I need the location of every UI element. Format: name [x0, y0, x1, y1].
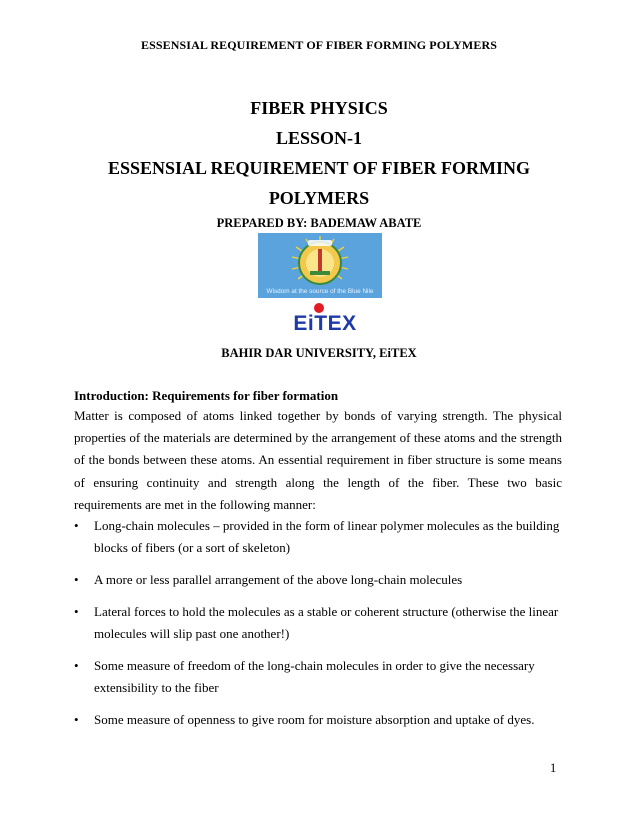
course-title: FIBER PHYSICS	[250, 98, 388, 118]
requirements-list	[74, 515, 562, 741]
list-item-text: Lateral forces to hold the molecules as a stable or coherent structure (otherwise the linear molecules will slip past one another!)	[94, 603, 559, 641]
page-number: 1	[550, 761, 557, 775]
list-item	[74, 515, 562, 559]
institution-name: BAHIR DAR UNIVERSITY, EiTEX	[221, 346, 417, 360]
section-heading: Introduction: Requirements for fiber formation	[74, 388, 339, 403]
lesson-title-line-2: POLYMERS	[268, 188, 370, 208]
university-motto: Wisdom at the source of the Blue Nile	[266, 288, 374, 295]
list-item	[74, 709, 562, 731]
bullet-icon: •	[74, 518, 79, 533]
intro-paragraph: Matter is composed of atoms linked together by bonds of varying strength. The physical properties of the materials are determined by the arrangement of these atoms and the strength of the bonds between these atoms. An essential requirement in fiber structure is some means of ensuring continuity and strength along the length of the fiber. These two basic requirements are met in the following manner:	[74, 408, 562, 512]
bullet-icon: •	[74, 603, 79, 619]
list-item	[74, 601, 562, 645]
running-header: ESSENSIAL REQUIREMENT OF FIBER FORMING POLYMERS	[141, 38, 497, 52]
list-item-text: Some measure of freedom of the long-chain molecules in order to give the necessary extensibility to the fiber	[94, 657, 535, 695]
list-item-text: A more or less parallel arrangement of the above long-chain molecules	[94, 572, 463, 587]
list-item-text: Long-chain molecules – provided in the form of linear polymer molecules as the building blocks of fibers (or a sort of skeleton)	[94, 518, 560, 556]
eitex-logo	[283, 302, 367, 334]
list-item	[74, 569, 562, 591]
bullet-icon: •	[74, 572, 79, 587]
lesson-number: LESSON-1	[275, 128, 363, 148]
eitex-wordmark: EiTEX	[293, 312, 357, 335]
list-item	[74, 655, 562, 699]
bullet-icon: •	[74, 711, 79, 727]
bahir-dar-university-logo	[258, 233, 382, 298]
prepared-by: PREPARED BY: BADEMAW ABATE	[216, 216, 422, 230]
lesson-title-line-1: ESSENSIAL REQUIREMENT OF FIBER FORMING	[107, 158, 531, 178]
bullet-icon: •	[74, 657, 79, 673]
list-item-text: Some measure of openness to give room for moisture absorption and uptake of dyes.	[94, 711, 535, 727]
